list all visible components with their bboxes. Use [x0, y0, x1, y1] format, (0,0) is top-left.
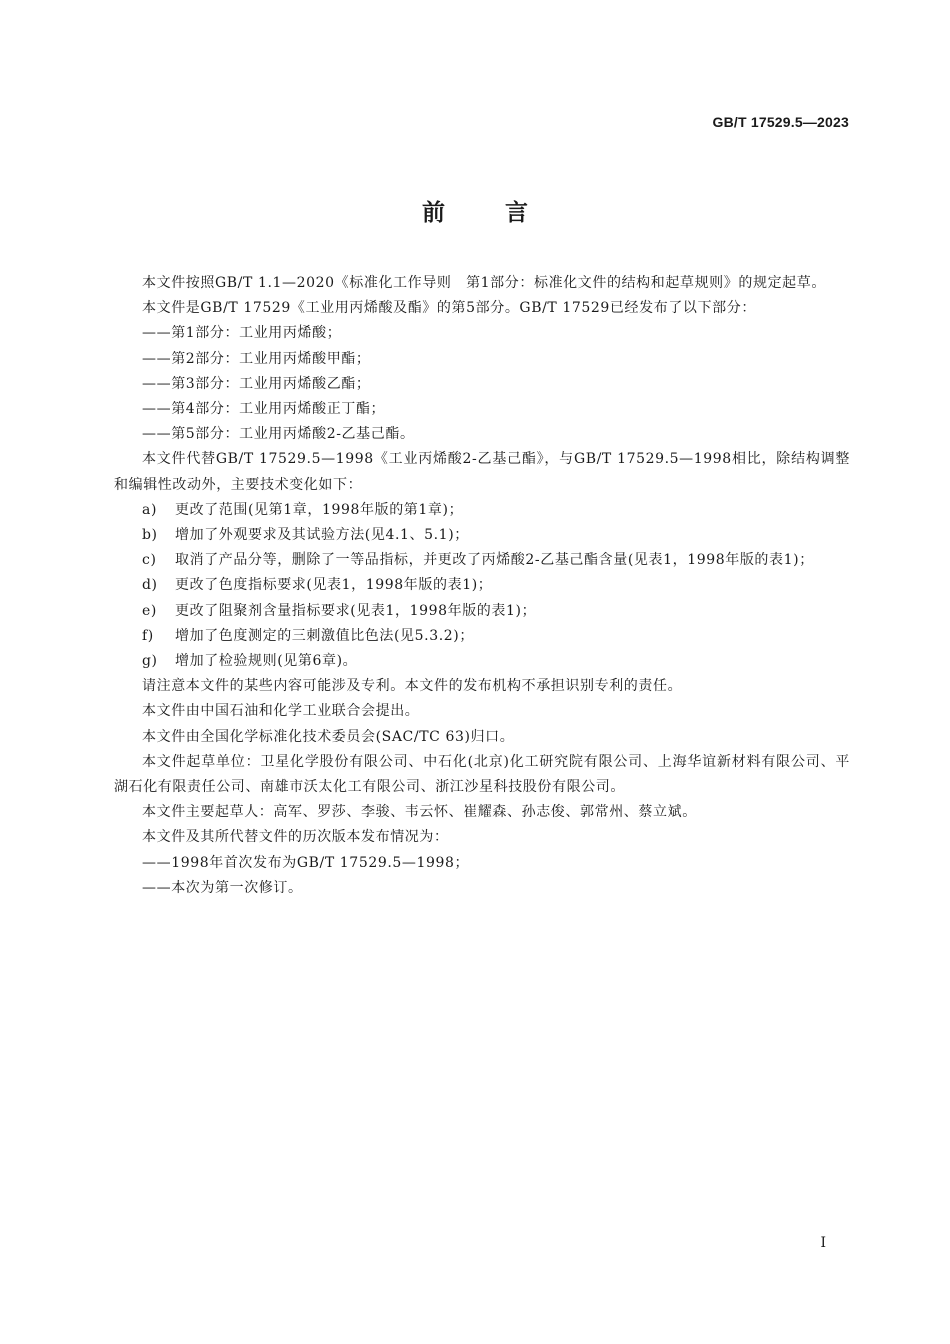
change-text: 取消了产品分等，删除了一等品指标，并更改了丙烯酸2-乙基己酯含量(见表1，1998年版的表1)； — [175, 552, 814, 569]
series-intro-paragraph: 本文件是GB/T 17529《工业用丙烯酸及酯》的第5部分。GB/T 17529已经发布了以下部分： — [142, 300, 756, 317]
change-text: 增加了外观要求及其试验方法(见4.1、5.1)； — [175, 527, 469, 544]
history-list-item: ——本次为第一次修订。 — [142, 879, 303, 896]
drafters-paragraph: 本文件主要起草人：高军、罗莎、李骏、韦云怀、崔耀森、孙志俊、郭常州、蔡立斌。 — [142, 804, 697, 821]
part-list-item: ——第3部分：工业用丙烯酸乙酯； — [142, 375, 371, 392]
patent-notice-paragraph: 请注意本文件的某些内容可能涉及专利。本文件的发布机构不承担识别专利的责任。 — [142, 678, 683, 695]
part-list-item: ——第5部分：工业用丙烯酸2-乙基己酯。 — [142, 426, 415, 443]
change-item — [114, 649, 850, 674]
change-item — [114, 548, 850, 573]
foreword-body — [114, 271, 850, 901]
change-text: 更改了色度指标要求(见表1，1998年版的表1)； — [175, 577, 493, 594]
change-item — [114, 498, 850, 523]
change-label: e) — [142, 602, 157, 619]
page-number: I — [820, 1235, 826, 1251]
page-title: 前言 — [422, 200, 588, 226]
change-item — [114, 624, 850, 649]
change-text: 更改了阻聚剂含量指标要求(见表1，1998年版的表1)； — [175, 602, 537, 619]
change-item — [114, 599, 850, 624]
change-label: a) — [142, 501, 158, 518]
replacement-paragraph: 本文件代替GB/T 17529.5—1998《工业丙烯酸2-乙基己酯》，与GB/T 17529.5—1998相比，除结构调整和编辑性改动外，主要技术变化如下： — [114, 451, 850, 493]
change-label: c) — [142, 552, 157, 569]
standard-code: GB/T 17529.5—2023 — [712, 114, 849, 130]
proposer-paragraph: 本文件由中国石油和化学工业联合会提出。 — [142, 703, 420, 720]
change-text: 增加了色度测定的三刺激值比色法(见5.3.2)； — [175, 627, 474, 644]
change-item — [114, 573, 850, 598]
drafting-rules-paragraph: 本文件按照GB/T 1.1—2020《标准化工作导则 第1部分：标准化文件的结构和起草规则》的规定起草。 — [142, 275, 826, 291]
part-list-item: ——第2部分：工业用丙烯酸甲酯； — [142, 350, 371, 367]
change-item — [114, 523, 850, 548]
change-text: 更改了范围(见第1章，1998年版的第1章)； — [175, 501, 464, 518]
change-label: f) — [142, 627, 154, 644]
change-label: b) — [142, 527, 158, 544]
history-list-item: ——1998年首次发布为GB/T 17529.5—1998； — [142, 854, 470, 871]
history-intro-paragraph: 本文件及其所代替文件的历次版本发布情况为： — [142, 829, 449, 846]
change-label: g) — [142, 653, 158, 670]
committee-paragraph: 本文件由全国化学标准化技术委员会(SAC/TC 63)归口。 — [142, 728, 515, 745]
change-text: 增加了检验规则(见第6章)。 — [175, 653, 358, 670]
part-list-item: ——第1部分：工业用丙烯酸； — [142, 325, 342, 342]
drafting-units-paragraph: 本文件起草单位：卫星化学股份有限公司、中石化(北京)化工研究院有限公司、上海华谊新材料有限公司、平湖石化有限责任公司、南雄市沃太化工有限公司、浙江沙星科技股份有限公司。 — [114, 753, 850, 796]
part-list-item: ——第4部分：工业用丙烯酸正丁酯； — [142, 401, 386, 418]
change-label: d) — [142, 577, 158, 594]
